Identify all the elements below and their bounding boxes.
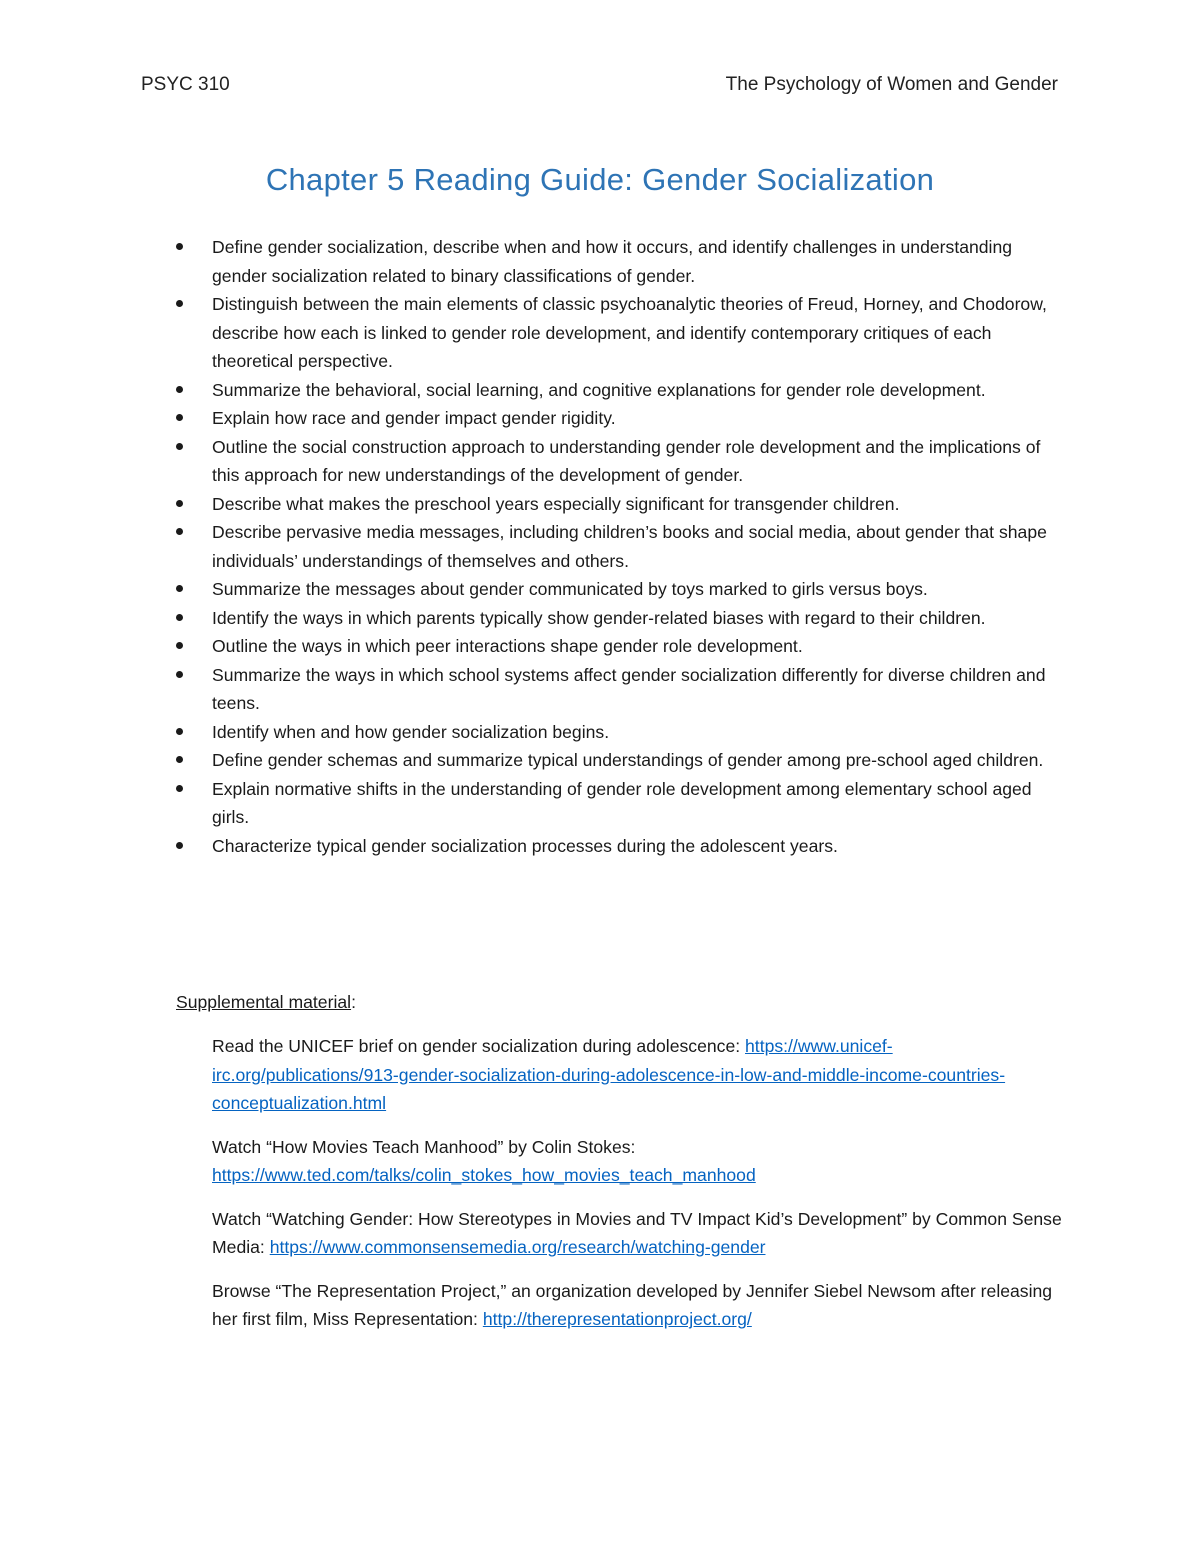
bullet-icon <box>176 756 183 763</box>
resource-description: Watch “How Movies Teach Manhood” by Colin Stokes: <box>212 1136 636 1157</box>
bullet-icon <box>176 500 183 507</box>
objective-item <box>176 518 1066 575</box>
supplemental-resources <box>212 1032 1062 1349</box>
bullet-icon <box>176 528 183 535</box>
objective-item <box>176 376 1066 405</box>
objective-text: Define gender schemas and summarize typical understandings of gender among pre-school aged children. <box>212 750 1044 770</box>
bullet-icon <box>176 642 183 649</box>
objective-item <box>176 404 1066 433</box>
objective-text: Outline the ways in which peer interactions shape gender role development. <box>212 636 803 656</box>
objective-item <box>176 632 1066 661</box>
header-course-code: PSYC 310 <box>141 74 230 95</box>
objective-text: Summarize the messages about gender communicated by toys marked to girls versus boys. <box>212 579 928 599</box>
objective-item <box>176 575 1066 604</box>
objective-text: Outline the social construction approach to understanding gender role development and the implications of this approach for new understandings of the development of gender. <box>212 436 1041 485</box>
supplemental-heading <box>176 988 356 1016</box>
bullet-icon <box>176 386 183 393</box>
objective-text: Define gender socialization, describe when and how it occurs, and identify challenges in understanding gender socialization related to binary classifications of gender. <box>212 237 1013 286</box>
objective-item <box>176 746 1066 775</box>
bullet-icon <box>176 585 183 592</box>
objective-text: Characterize typical gender socialization processes during the adolescent years. <box>212 835 838 856</box>
objective-text: Explain how race and gender impact gender rigidity. <box>212 408 616 428</box>
header-course-title: The Psychology of Women and Gender <box>725 74 1058 95</box>
bullet-icon <box>176 443 183 450</box>
objective-item <box>176 233 1066 290</box>
objective-item <box>176 604 1066 633</box>
resource-link[interactable]: https://www.ted.com/talks/colin_stokes_how_movies_teach_manhood <box>212 1165 756 1185</box>
resource-item <box>212 1277 1062 1334</box>
objective-text: Summarize the behavioral, social learning, and cognitive explanations for gender role development. <box>212 379 986 400</box>
resource-item <box>212 1032 1062 1118</box>
resource-description: Watch “Watching Gender: How Stereotypes in Movies and TV Impact Kid’s Development” by Common Sense Media: <box>212 1208 1062 1257</box>
resource-item <box>212 1205 1062 1262</box>
bullet-icon <box>176 728 183 735</box>
objective-text: Summarize the ways in which school systems affect gender socialization differently for diverse children and teens. <box>212 664 1046 713</box>
objective-text: Identify when and how gender socialization begins. <box>212 721 610 742</box>
bullet-icon <box>176 785 183 792</box>
resource-item <box>212 1133 1062 1190</box>
bullet-icon <box>176 414 183 421</box>
bullet-icon <box>176 300 183 307</box>
objective-item <box>176 832 1066 861</box>
objective-text: Identify the ways in which parents typically show gender-related biases with regard to their children. <box>212 607 986 628</box>
supplemental-heading-colon: : <box>351 992 356 1012</box>
bullet-icon <box>176 243 183 250</box>
objective-text: Explain normative shifts in the understanding of gender role development among elementary school aged girls. <box>212 778 1032 827</box>
bullet-icon <box>176 671 183 678</box>
supplemental-heading-text: Supplemental material <box>176 992 352 1012</box>
objective-text: Describe what makes the preschool years especially significant for transgender children. <box>212 493 900 514</box>
objective-item <box>176 433 1066 490</box>
resource-link[interactable]: https://www.commonsensemedia.org/research/watching-gender <box>269 1237 766 1257</box>
objective-item <box>176 661 1066 718</box>
objective-item <box>176 718 1066 747</box>
objective-text: Describe pervasive media messages, including children’s books and social media, about gender that shape individuals’ understandings of themselves and others. <box>212 522 1047 571</box>
bullet-icon <box>176 614 183 621</box>
learning-objectives-list <box>176 233 1066 860</box>
objective-item <box>176 490 1066 519</box>
objective-text: Distinguish between the main elements of classic psychoanalytic theories of Freud, Horney, and Chodorow, describe how each is linked to gender role development, and identify contemporary critiques of each theoretical perspective. <box>212 294 1047 371</box>
resource-link[interactable]: https://www.unicef-irc.org/publications/913-gender-socialization-during-adolescence-in-low-and-middle-income-countries-conceptualization.html <box>212 1036 1006 1113</box>
resource-description: Browse “The Representation Project,” an organization developed by Jennifer Siebel Newsom after releasing her first film, Miss Representation: <box>212 1280 1053 1329</box>
resource-description: Read the UNICEF brief on gender socialization during adolescence: <box>212 1036 746 1056</box>
page-title: Chapter 5 Reading Guide: Gender Socialization <box>265 162 935 197</box>
bullet-icon <box>176 842 183 849</box>
objective-item <box>176 775 1066 832</box>
resource-link[interactable]: http://therepresentationproject.org/ <box>482 1309 752 1329</box>
objective-item <box>176 290 1066 376</box>
